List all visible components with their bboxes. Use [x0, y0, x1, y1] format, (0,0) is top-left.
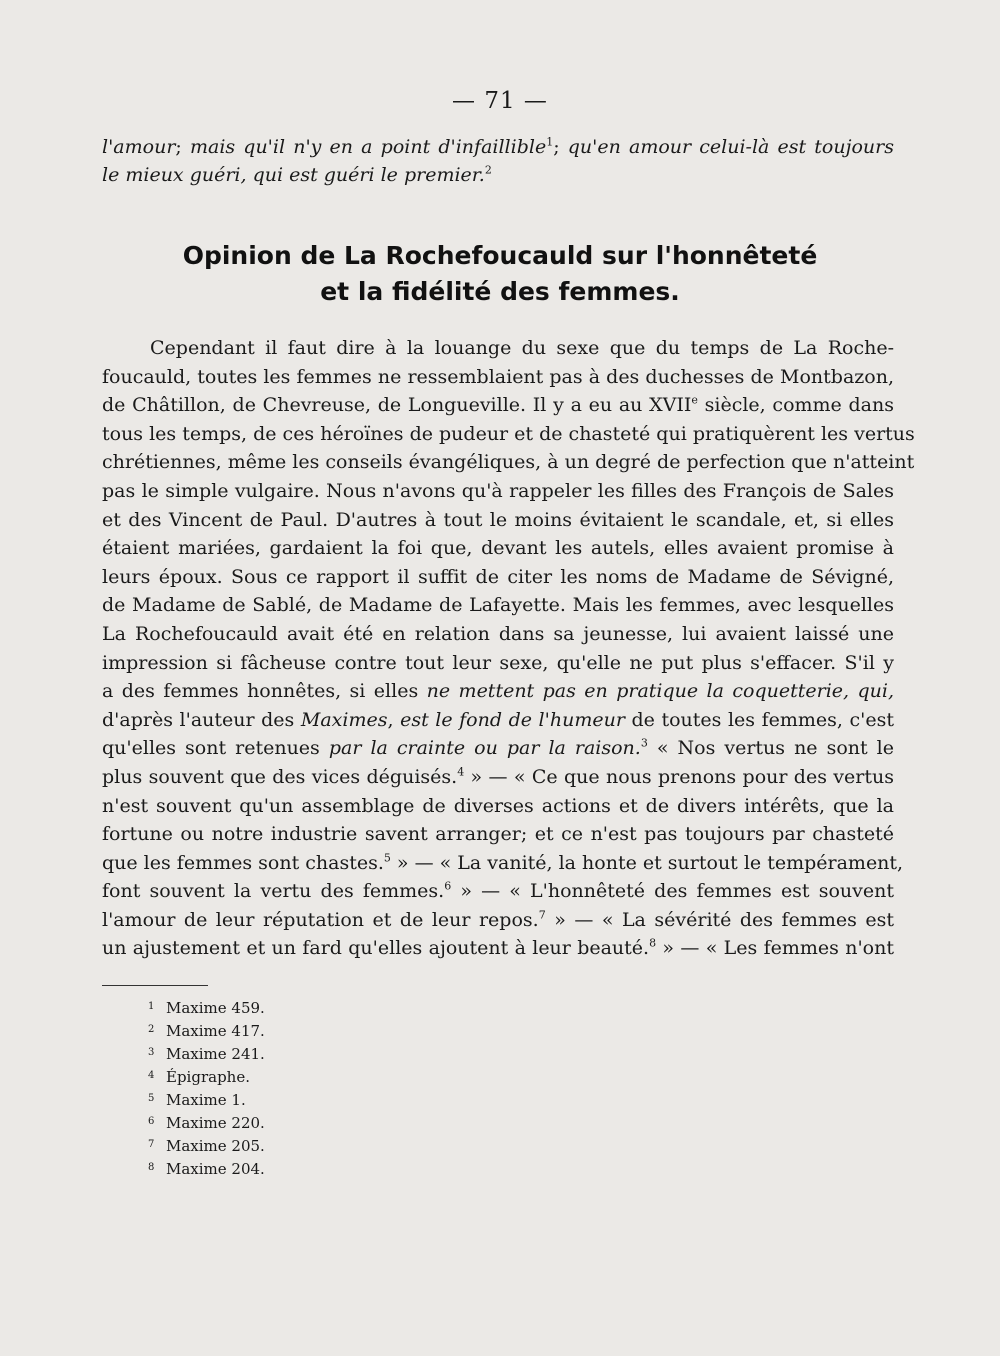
body-line	[102, 734, 894, 763]
footnote-ref: 6	[444, 879, 452, 893]
footnote-text: Maxime 1.	[166, 1091, 246, 1109]
body-line	[102, 591, 894, 620]
body-text: ,	[387, 708, 401, 731]
body-line	[102, 706, 894, 735]
body-text: a des femmes honnêtes, si elles	[102, 680, 427, 703]
heading-line-1: Opinion de La Rochefoucauld sur l'honnêteté	[182, 241, 818, 270]
footnote	[148, 1111, 265, 1134]
footnote	[148, 1157, 265, 1180]
footnote-mark: 6	[148, 1116, 155, 1127]
footnote-text: Maxime 204.	[166, 1160, 265, 1178]
body-line	[102, 906, 894, 935]
body-paragraph	[102, 334, 915, 963]
body-line	[102, 334, 894, 363]
footnote-mark: 8	[148, 1162, 155, 1173]
intro-paragraph	[102, 133, 894, 189]
body-text: impression si fâcheuse contre tout leur sexe, qu'elle ne put plus s'effacer. S'il y	[102, 651, 894, 674]
footnote-mark: 7	[148, 1139, 155, 1150]
footnote	[148, 1088, 265, 1111]
footnote-text: Maxime 205.	[166, 1137, 265, 1155]
body-text: » — « La sévérité des femmes est	[545, 908, 894, 931]
body-line	[102, 820, 894, 849]
body-line	[102, 420, 915, 449]
body-line	[102, 649, 894, 678]
intro-text: l'amour	[102, 136, 176, 158]
footnote	[148, 1042, 265, 1065]
footnote-text: Maxime 417.	[166, 1022, 265, 1040]
footnote-mark: 2	[148, 1024, 155, 1035]
body-text: de Madame de Sablé, de Madame de Lafayette. Mais les femmes, avec lesquelles	[102, 594, 894, 617]
body-line	[102, 506, 894, 535]
footnotes	[148, 996, 265, 1180]
body-text: de toutes les femmes, c'est	[624, 708, 894, 731]
footnote-text: Maxime 220.	[166, 1114, 265, 1132]
body-line	[102, 763, 894, 792]
body-line	[102, 849, 904, 878]
body-text: La Rochefoucauld avait été en relation dans sa jeunesse, lui avaient laissé une	[102, 622, 894, 645]
body-text: pas le simple vulgaire. Nous n'avons qu'à rappeler les filles des François de Sales	[102, 479, 894, 502]
footnote	[148, 1065, 265, 1088]
body-text: et des Vincent de Paul. D'autres à tout le moins évitaient le scandale, et, si elles	[102, 508, 894, 531]
footnote-mark: 5	[148, 1093, 155, 1104]
footnote	[148, 1134, 265, 1157]
body-text: Cependant il faut dire à la louange du sexe que du temps de La Roche-	[150, 337, 894, 359]
section-heading	[0, 238, 1000, 310]
body-line	[102, 677, 894, 706]
body-text: » — « Les femmes n'ont	[656, 937, 894, 960]
footnote-ref: 2	[484, 163, 492, 177]
intro-text: ;	[553, 136, 568, 158]
footnote-mark: 4	[148, 1070, 155, 1081]
footnote-divider	[102, 985, 208, 986]
body-text: plus souvent que des vices déguisés.	[102, 765, 458, 788]
footnote	[148, 996, 265, 1019]
body-line	[102, 620, 894, 649]
footnote-ref: 5	[383, 851, 391, 865]
footnote-ref: 1	[546, 135, 554, 149]
body-line	[102, 448, 915, 477]
footnote	[148, 1019, 265, 1042]
intro-text: le mieux guéri, qui est guéri le premier.	[102, 164, 485, 186]
footnote-mark: 3	[148, 1047, 155, 1058]
body-line	[102, 934, 894, 963]
superscript: e	[691, 393, 698, 407]
italic-text: Maximes	[300, 708, 388, 731]
body-text: » — « Ce que nous prenons pour des vertus	[464, 765, 894, 788]
body-text: » — « La vanité, la honte et surtout le tempérament,	[390, 851, 904, 874]
body-line	[102, 792, 894, 821]
body-line	[102, 477, 894, 506]
italic-text: ne mettent pas en pratique la coquetterie, qui,	[426, 680, 895, 703]
intro-text: ;	[175, 136, 190, 158]
body-line	[102, 877, 894, 906]
footnote-text: Maxime 241.	[166, 1045, 265, 1063]
body-text: siècle, comme dans	[697, 394, 894, 417]
body-text: fortune ou notre industrie savent arranger; et ce n'est pas toujours par chasteté	[102, 823, 894, 846]
italic-text: par la crainte ou par la raison.	[328, 737, 641, 760]
footnote-ref: 7	[538, 908, 546, 922]
footnote-ref: 3	[640, 736, 648, 750]
body-text: chrétiennes, même les conseils évangéliques, à un degré de perfection que n'atteint	[102, 451, 915, 474]
body-text: de Châtillon, de Chevreuse, de Longueville. Il y a eu au XVII	[102, 394, 692, 417]
footnote-text: Épigraphe.	[166, 1068, 250, 1086]
intro-line-1	[102, 133, 894, 161]
body-text: foucauld, toutes les femmes ne ressemblaient pas à des duchesses de Montbazon,	[102, 365, 894, 388]
body-text: font souvent la vertu des femmes.	[102, 880, 445, 903]
intro-line-2	[102, 161, 894, 189]
body-line	[102, 534, 894, 563]
body-text: n'est souvent qu'un assemblage de diverses actions et de divers intérêts, que la	[102, 794, 894, 817]
footnote-mark: 1	[148, 1001, 155, 1012]
body-text: « Nos vertus ne sont le	[647, 737, 894, 760]
body-text: tous les temps, de ces héroïnes de pudeur et de chasteté qui pratiquèrent les vertus	[102, 422, 915, 445]
body-text: qu'elles sont retenues	[102, 737, 329, 760]
body-line	[102, 563, 894, 592]
body-text: un ajustement et un fard qu'elles ajoutent à leur beauté.	[102, 937, 650, 960]
footnote-ref: 8	[649, 937, 657, 951]
body-text: leurs époux. Sous ce rapport il suffit de citer les noms de Madame de Sévigné,	[102, 565, 894, 588]
page-number: — 71 —	[452, 88, 548, 114]
body-text: d'après l'auteur des	[102, 708, 301, 731]
body-text: que les femmes sont chastes.	[102, 851, 384, 874]
footnote-text: Maxime 459.	[166, 999, 265, 1017]
body-line	[102, 391, 894, 420]
italic-text: est le fond de l'humeur	[400, 708, 625, 731]
body-line	[102, 363, 894, 392]
footnote-ref: 4	[457, 765, 465, 779]
body-text: » — « L'honnêteté des femmes est souvent	[451, 880, 894, 903]
intro-text: mais qu'il n'y en a point d'infaillible	[189, 136, 547, 158]
body-text: étaient mariées, gardaient la foi que, devant les autels, elles avaient promise à	[102, 537, 894, 560]
body-text: l'amour de leur réputation et de leur repos.	[102, 908, 539, 931]
intro-text: qu'en amour celui-là est toujours	[567, 136, 894, 158]
heading-line-2: et la fidélité des femmes.	[320, 277, 680, 306]
